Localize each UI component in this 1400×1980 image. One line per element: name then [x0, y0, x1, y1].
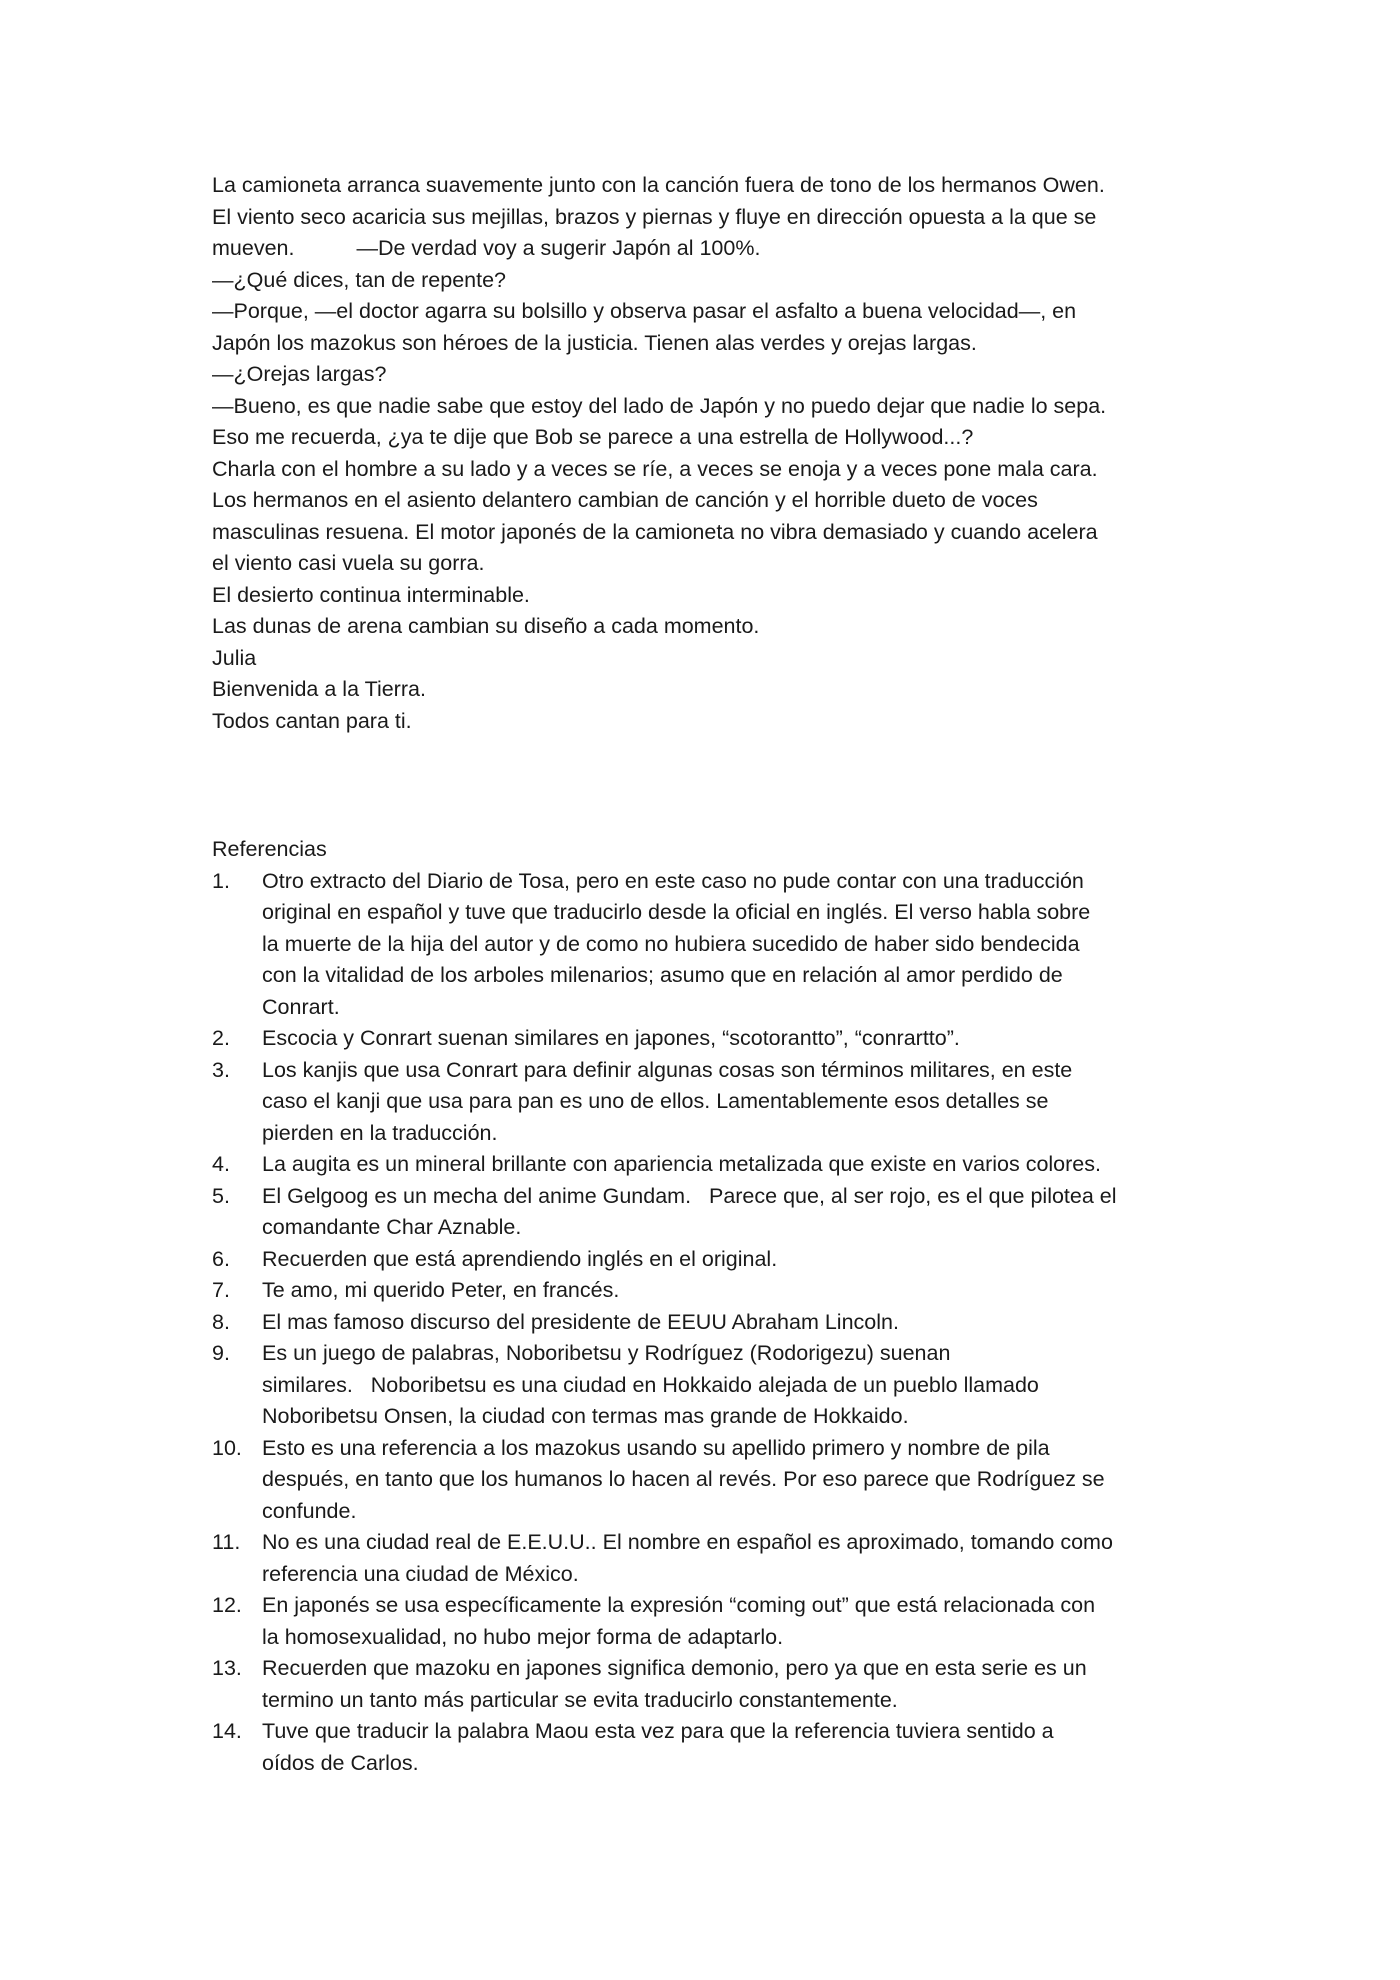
story-line: Los hermanos en el asiento delantero cambian de canción y el horrible dueto de voces: [212, 488, 1038, 512]
references-section: [212, 834, 1212, 1779]
reference-item: [212, 1527, 1212, 1590]
reference-item: [212, 1653, 1212, 1716]
reference-line: En japonés se usa específicamente la expresión “coming out” que está relacionada con: [262, 1593, 1096, 1617]
story-line: Bienvenida a la Tierra.: [212, 677, 426, 701]
story-text: [212, 170, 1212, 737]
reference-text: [262, 1527, 1212, 1590]
story-line: La camioneta arranca suavemente junto con la canción fuera de tono de los hermanos Owen.: [212, 173, 1105, 197]
reference-text: [262, 1055, 1212, 1150]
reference-text: [262, 1716, 1212, 1779]
reference-line: pierden en la traducción.: [262, 1120, 498, 1145]
reference-item: [212, 1590, 1212, 1653]
reference-number: 2.: [212, 1026, 230, 1050]
reference-text: [262, 1275, 1212, 1307]
references-list: [212, 866, 1212, 1780]
story-line: el viento casi vuela su gorra.: [212, 551, 485, 575]
story-line: —De verdad voy a sugerir Japón al 100%.: [356, 236, 761, 260]
reference-line: referencia una ciudad de México.: [262, 1561, 579, 1586]
reference-line: Esto es una referencia a los mazokus usando su apellido primero y nombre de pila: [262, 1435, 1050, 1460]
reference-number: 13.: [212, 1656, 242, 1680]
story-line: —Porque, —el doctor agarra su bolsillo y observa pasar el asfalto a buena velocidad—, en: [212, 299, 1077, 323]
reference-number: 12.: [212, 1593, 242, 1617]
reference-number: 3.: [212, 1057, 230, 1082]
reference-line: Recuerden que mazoku en japones significa demonio, pero ya que en esta serie es un: [262, 1656, 1087, 1680]
reference-line: El mas famoso discurso del presidente de EEUU Abraham Lincoln.: [262, 1309, 899, 1334]
reference-line: Los kanjis que usa Conrart para definir algunas cosas son términos militares, en este: [262, 1057, 1073, 1082]
reference-line: Tuve que traducir la palabra Maou esta vez para que la referencia tuviera sentido a: [262, 1719, 1054, 1743]
story-line: mueven.: [212, 236, 295, 260]
story-line: Japón los mazokus son héroes de la justicia. Tienen alas verdes y orejas largas.: [212, 330, 977, 355]
story-line: Julia: [212, 645, 257, 670]
reference-item: [212, 1275, 1212, 1307]
reference-text: [262, 1244, 1212, 1276]
story-line-combined: [212, 233, 1212, 265]
reference-line: la muerte de la hija del autor y de como no hubiera sucedido de haber sido bendecida: [262, 931, 1080, 956]
story-line: —Bueno, es que nadie sabe que estoy del lado de Japón y no puedo dejar que nadie lo sepa.: [212, 393, 1107, 418]
reference-line: Es un juego de palabras, Noboribetsu y Rodríguez (Rodorigezu) suenan: [262, 1341, 951, 1365]
reference-line: No es una ciudad real de E.E.U.U.. El nombre en español es aproximado, tomando como: [262, 1530, 1113, 1554]
reference-line: Escocia y Conrart suenan similares en japones, “scotorantto”, “conrartto”.: [262, 1026, 960, 1050]
story-line: Eso me recuerda, ¿ya te dije que Bob se parece a una estrella de Hollywood...?: [212, 425, 974, 449]
reference-number: 6.: [212, 1246, 230, 1271]
reference-item: [212, 1055, 1212, 1150]
reference-number: 7.: [212, 1278, 230, 1302]
reference-line: confunde.: [262, 1498, 357, 1523]
reference-number: 11.: [212, 1530, 241, 1554]
reference-line: El Gelgoog es un mecha del anime Gundam. Parece que, al ser rojo, es el que pilotea el: [262, 1183, 1117, 1208]
reference-item: [212, 1244, 1212, 1276]
reference-line: después, en tanto que los humanos lo hacen al revés. Por eso parece que Rodríguez se: [262, 1467, 1105, 1491]
reference-line: la homosexualidad, no hubo mejor forma de adaptarlo.: [262, 1624, 784, 1649]
reference-number: 5.: [212, 1183, 230, 1208]
reference-number: 9.: [212, 1341, 230, 1365]
reference-line: Te amo, mi querido Peter, en francés.: [262, 1278, 620, 1302]
reference-text: [262, 1653, 1212, 1716]
story-line: El desierto continua interminable.: [212, 582, 530, 607]
reference-line: Recuerden que está aprendiendo inglés en el original.: [262, 1246, 778, 1271]
reference-number: 1.: [212, 868, 230, 893]
reference-line: Conrart.: [262, 994, 340, 1019]
reference-line: La augita es un mineral brillante con apariencia metalizada que existe en varios colores.: [262, 1152, 1101, 1176]
reference-item: [212, 1149, 1212, 1181]
reference-item: [212, 1023, 1212, 1055]
story-line: Las dunas de arena cambian su diseño a cada momento.: [212, 614, 760, 638]
reference-line: comandante Char Aznable.: [262, 1215, 522, 1239]
reference-text: [262, 1338, 1212, 1433]
reference-line: oídos de Carlos.: [262, 1750, 419, 1775]
reference-item: [212, 1307, 1212, 1339]
reference-line: termino un tanto más particular se evita traducirlo constantemente.: [262, 1687, 898, 1712]
story-line: Charla con el hombre a su lado y a veces se ríe, a veces se enoja y a veces pone mala cara.: [212, 456, 1098, 481]
reference-line: original en español y tuve que traducirlo desde la oficial en inglés. El verso habla sobre: [262, 900, 1091, 924]
reference-text: [262, 1149, 1212, 1181]
reference-text: [262, 1023, 1212, 1055]
reference-text: [262, 1433, 1212, 1528]
story-line: Todos cantan para ti.: [212, 708, 412, 733]
reference-item: [212, 1181, 1212, 1244]
reference-text: [262, 866, 1212, 1024]
reference-item: [212, 1433, 1212, 1528]
story-line: —¿Orejas largas?: [212, 362, 387, 386]
references-heading: Referencias: [212, 837, 327, 861]
reference-item: [212, 1716, 1212, 1779]
reference-text: [262, 1181, 1212, 1244]
reference-text: [262, 1307, 1212, 1339]
story-line: El viento seco acaricia sus mejillas, brazos y piernas y fluye en dirección opuesta a la que se: [212, 204, 1097, 229]
reference-number: 8.: [212, 1309, 230, 1334]
reference-number: 14.: [212, 1719, 242, 1743]
story-line: masculinas resuena. El motor japonés de la camioneta no vibra demasiado y cuando acelera: [212, 519, 1098, 544]
reference-line: con la vitalidad de los arboles milenarios; asumo que en relación al amor perdido de: [262, 963, 1063, 987]
reference-item: [212, 866, 1212, 1024]
reference-line: Otro extracto del Diario de Tosa, pero en este caso no pude contar con una traducción: [262, 868, 1084, 893]
reference-line: similares. Noboribetsu es una ciudad en Hokkaido alejada de un pueblo llamado: [262, 1372, 1039, 1397]
reference-item: [212, 1338, 1212, 1433]
reference-line: Noboribetsu Onsen, la ciudad con termas mas grande de Hokkaido.: [262, 1404, 909, 1428]
story-line: —¿Qué dices, tan de repente?: [212, 267, 507, 292]
reference-text: [262, 1590, 1212, 1653]
reference-line: caso el kanji que usa para pan es uno de ellos. Lamentablemente esos detalles se: [262, 1089, 1049, 1113]
reference-number: 4.: [212, 1152, 230, 1176]
reference-number: 10.: [212, 1435, 242, 1460]
